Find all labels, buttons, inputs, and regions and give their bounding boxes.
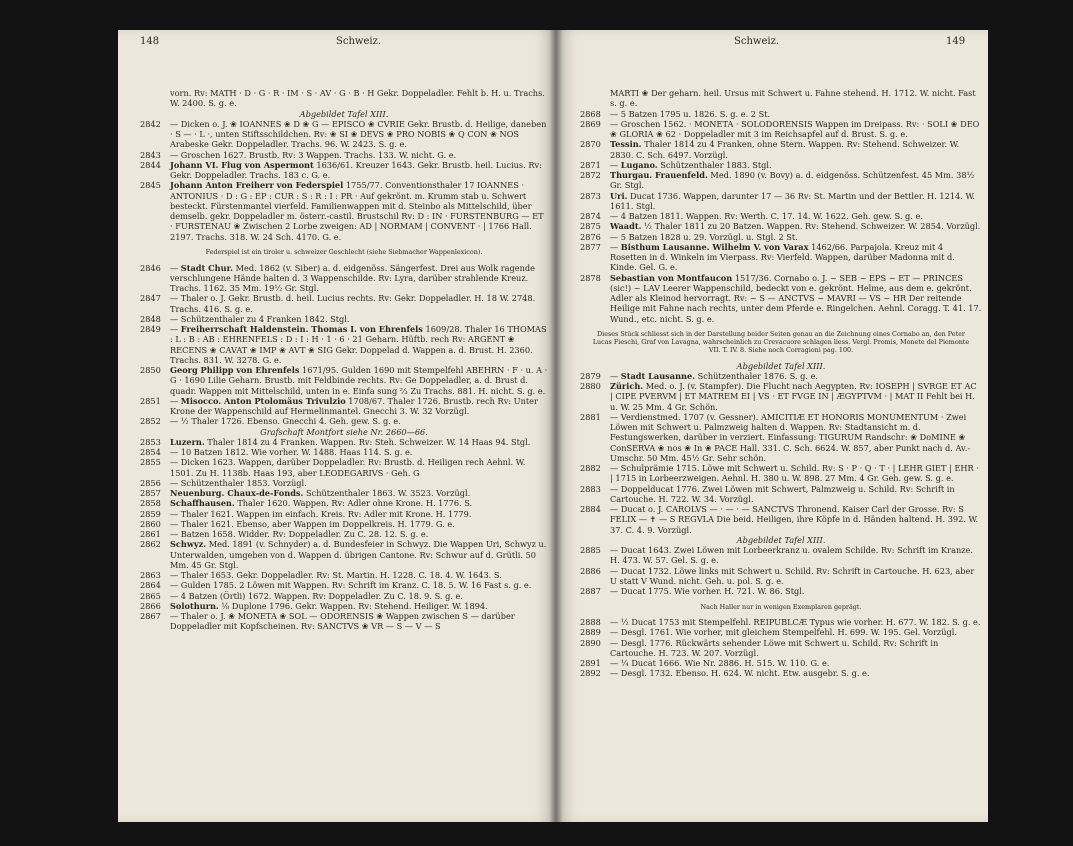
right-page (556, 30, 988, 822)
catalog-entry (140, 437, 548, 447)
entry-number: 2876 (580, 231, 601, 242)
entry-number: 2857 (140, 488, 161, 499)
catalog-entry (140, 601, 548, 611)
entry-text: — Desgl. 1761. Wie vorher, mit gleichem Stempelfehl. H. 699. W. 195. Gel. Vorzügl. (610, 627, 957, 638)
catalog-entry (580, 109, 982, 119)
entry-text: — Desgl. 1732. Ebenso. H. 624. W. nicht. Etw. ausgebr. S. g. e. (610, 668, 870, 679)
entry-text: — Groschen 1562. · MONETA · SOLODORENSIS Wappen im Dreipass. Rv: · SOLI ❀ DEO ❀ GLORIA ❀ 62 · Doppeladler mit 3 im Reichsapfel auf d. Brust. S. g. e. (610, 118, 980, 139)
entry-text: Luzern. Thaler 1814 zu 4 Franken. Wappen. Rv: Steh. Schweizer. W. 14 Haas 94. Stgl. (170, 436, 531, 447)
right-running-head: Schweiz. (734, 36, 780, 47)
catalog-entry (580, 221, 982, 231)
entry-number: 2844 (140, 159, 161, 170)
entry-number: 2875 (580, 221, 601, 232)
catalog-entry (580, 638, 982, 659)
catalog-entry (580, 232, 982, 242)
entry-text: — ¼ Ducat 1666. Wie Nr. 2886. H. 515. W. 110. G. e. (610, 658, 830, 669)
entry-text: — 4 Batzen (Örtli) 1672. Wappen. Rv: Doppeladler. Zu C. 18. 9. S. g. e. (170, 590, 463, 601)
entry-text: — Verdienstmed. 1707 (v. Gessner). AMICITIÆ ET HONORIS MONUMENTUM · Zwei Löwen mit Schwert u. Palmzweig halten d. Wappen. Rv: Stadtansicht m. d. Festungswerken, darüber in verziert. Einfassung: TIGURUM Randschr: ❀ DoMINE ❀ ConSERVA ❀ nos ❀ In ❀ PACE Hall. 331. C. Sch. 6624. W. 857, aber Punkt nach d. Av.-Umschr. 50 Mm. 45½ Gr. Sehr schön. (610, 411, 971, 463)
entry-text: Tessin. Thaler 1814 zu 4 Franken, ohne Stern. Wappen. Rv: Stehend. Schweizer. W. 2830. C. Sch. 6497. Vorzügl. (610, 139, 960, 160)
catalog-entry (580, 412, 982, 463)
entry-text: — Bisthum Lausanne. Wilhelm V. von Varax 1462/66. Parpajola. Kreuz mit 4 Rosetten in d. Winkeln im Vierpass. Rv: Vierfeld. Wappen, darüber Madonna mit d. Kinde. Gel. G. e. (610, 241, 955, 273)
entry-text: — ½ Ducat 1753 mit Stempelfehl. REIPUBLCÆ Typus wie vorher. H. 677. W. 182. S. g. e. (610, 617, 981, 628)
entry-number: 2852 (140, 416, 161, 427)
entry-number: 2889 (580, 627, 601, 638)
entry-number: 2850 (140, 365, 161, 376)
entry-text: Solothurn. ⅛ Duplone 1796. Gekr. Wappen. Rv: Stehend. Heiliger. W. 1894. (170, 600, 488, 611)
entry-text: — 5 Batzen 1795 u. 1826. S. g. e. 2 St. (610, 108, 771, 119)
catalog-entry (140, 365, 548, 396)
entry-number: 2872 (580, 170, 601, 180)
entry-number: 2845 (140, 180, 161, 191)
entry-text: — 10 Batzen 1812. Wie vorher. W. 1488. Haas 114. S. g. e. (170, 447, 413, 458)
entry-number: 2847 (140, 293, 161, 304)
entry-text: Uri. Ducat 1736. Wappen, darunter 17 — 36 Rv: St. Martin und der Bettler. H. 1214. W. 1611. Stgl. (610, 190, 976, 211)
entry-text: — Thaler 1621. Wappen im einfach. Kreis. Rv: Adler mit Krone. H. 1779. (170, 508, 472, 519)
entry-number: 2864 (140, 580, 161, 591)
entry-number: 2888 (580, 617, 601, 628)
catalog-entry (580, 371, 982, 381)
entry-number: 2856 (140, 477, 161, 488)
plate-reference: Grafschaft Montfort siehe Nr. 2660—66. (260, 426, 428, 437)
entry-text: — Misocco. Anton Ptolomäus Trivulzio 1708/67. Thaler 1726. Brustb. rech Rv: Unter Krone der Wappenschild auf Hermelinmantel. Gnecchi 3. W. 32 Vorzügl. (170, 395, 538, 417)
catalog-entry (140, 119, 548, 150)
plate-reference: Abgebildet Tafel XIII. (736, 360, 826, 371)
catalog-entry (580, 381, 982, 412)
catalog-entry (140, 488, 548, 498)
catalog-entry (140, 416, 548, 426)
entry-number: 2868 (580, 108, 601, 119)
entry-text: Johann VI. Flug von Aspermont 1636/61. Kreuzer 1643. Gekr. Brustb. heil. Lucius. Rv: Gekr. Doppeladler. Trachs. 183 c. G. e. (170, 159, 542, 180)
entry-number: 2853 (140, 436, 161, 447)
entry-number: 2867 (140, 611, 161, 622)
catalog-entry (140, 447, 548, 457)
entry-text: Johann Anton Freiherr von Federspiel 1755/77. Conventionsthaler 17 IOANNES · ANTONIUS · D : G : EP : CUR : S : R : I : PR · Auf gekrönt. m. Krumm stab u. Schwert besteckt. Fürstenmantel vierfeld. Familienwappen mit d. Steinbo als Mittelschild, über demselb. gekr. Doppeladler m. österr.-castil. Brustschil Rv: D : IN · FURSTENBURG — ET · FURSTENAU ❀ Zwischen 2 Lorbe zweigen: AD | NORMAM | CONVENT · | 1766 Hall. 2197. Trachs. 318. W. 24 Sch. 4170. G. e. (170, 180, 544, 242)
footnote: Federspiel ist ein tiroler u. schweizer Geschlecht (siehe Siebmacher Wappenlexicon). (205, 248, 483, 257)
entry-number: 2846 (140, 262, 161, 273)
catalog-entry (140, 293, 548, 314)
entry-text: vorn. Rv: MATH · D · G · R · IM · S · AV · G · B · H Gekr. Doppeladler. Fehlt b. H. u. Trachs. W. 2400. S. g. e. (170, 88, 545, 109)
entry-text: — Doppelducat 1776. Zwei Löwen mit Schwert, Palmzweig u. Schild. Rv: Schrift in Cartouche. H. 722. W. 34. Vorzügl. (610, 483, 955, 504)
entry-text: MARTI ❀ Der geharn. heil. Ursus mit Schwert u. Fahne stehend. H. 1712. W. nicht. Fast s. g. e. (610, 88, 976, 109)
catalog-entry (140, 519, 548, 529)
entry-text: — Schützenthaler zu 4 Franken 1842. Stgl. (170, 313, 350, 324)
entry-number: 2858 (140, 498, 161, 509)
catalog-entry (580, 658, 982, 668)
catalog-entry (140, 529, 548, 539)
entry-text: — Ducat 1775. Wie vorher. H. 721. W. 86. Stgl. (610, 586, 805, 597)
entry-number: 2874 (580, 211, 601, 221)
entry-text: Zürich. Med. o. J. (v. Stampfer). Die Flucht nach Aegypten. Rv: IOSEPH | SVRGE ET AC | CIPE PVERVM | ET MATREM EI | VS · ET FVGE IN | ÆGYPTVM · | MAT II Fehlt bei H. u. W. 25 Mm. 4 Gr. Schön. (610, 381, 977, 412)
left-page (118, 30, 556, 822)
entry-text: Sebastian von Montfaucon 1517/36. Cornabo o. J. ~ SEB ~ EPS ~ ET — PRINCES (sic!) ~ LAV Leerer Wappenschild, bedeckt von e. gekrönt. Helme, aus dem e. gekrönt. Adler als Kleinod hervorragt. Rv: ~ S — ANCTVS ~ MAVRI — VS ~ HR Der reitende Heilige mit Fahne nach rechts, unter dem Pferde e. Ringelchen. Aehnl. Coragg. T. 41. 17. Wund., etc. nicht. S. g. e. (610, 272, 982, 324)
left-running-head: Schweiz. (336, 36, 382, 47)
entry-number: 2883 (580, 483, 601, 494)
catalog-entry (140, 611, 548, 632)
entry-number: 2870 (580, 139, 601, 150)
entry-text: — Stadt Lausanne. Schützenthaler 1876. S. g. e. (610, 370, 819, 381)
entry-text: Schaffhausen. Thaler 1620. Wappen. Rv: Adler ohne Krone. H. 1776. S. (170, 498, 473, 509)
entry-number: 2887 (580, 586, 601, 597)
entry-number: 2881 (580, 411, 601, 422)
entry-number: 2861 (140, 529, 161, 540)
entry-text: — Dicken o. J. ❀ IOANNES ❀ D ❀ G — EPISCO ❀ CVRIE Gekr. Brustb. d. Heilige, daneben · S — · L ·, unten Stiftsschildchen. Rv: ❀ SI ❀ DEVS ❀ PRO NOBIS ❀ Q CON ❀ NOS Arabeske Gekr. Doppeladler. Trachs. 96. W. 2423. S. g. e. (170, 118, 547, 150)
catalog-entry (580, 484, 982, 505)
entry-text: — Stadt Chur. Med. 1862 (v. Siber) a. d. eidgenöss. Sängerfest. Drei aus Wolk ragende verschlungene Hände halten d. 3 Wappenschilde. Rv: Lyra, darüber strahlende Kreuz. Trachs. 1162. 35 Mm. 19½ Gr. Stgl. (170, 262, 535, 294)
catalog-entry (580, 668, 982, 678)
entry-number: 2869 (580, 118, 601, 129)
entry-number: 2886 (580, 565, 601, 576)
catalog-entry (140, 150, 548, 160)
entry-number: 2866 (140, 600, 161, 611)
entry-text: — Ducat 1732. Löwe links mit Schwert u. Schild. Rv: Schrift in Cartouche. H. 623, aber U statt V Wund. nicht. Geh. u. pol. S. g. e. (610, 565, 975, 586)
left-page-content (140, 88, 548, 632)
entry-text: — Gulden 1785. 2 Löwen mit Wappen. Rv: Schrift im Kranz. C. 18. 5. W. 16 Fast s. g. e. (170, 580, 532, 591)
entry-text: — Freiherrschaft Haldenstein. Thomas I. von Ehrenfels 1609/28. Thaler 16 THOMAS : L : B : AB : EHRENFELS : D : I : H · 1 · 6 · 21 Geharn. Hüftb. rech Rv: ARGENT ❀ RECENS ❀ CAVAT ❀ IMP ❀ AVT ❀ SIG Gekr. Doppelad d. Wappen a. d. Brust. H. 2360. Trachs. 831. W. 3278. G. e. (170, 324, 547, 365)
entry-text: — Dicken 1623. Wappen, darüber Doppeladler. Rv: Brustb. d. Heiligen rech Aehnl. W. 1501. Zu H. 1138b. Haas 193, aber LEODEGARIVS · Geh. G (170, 457, 526, 478)
entry-number: 2882 (580, 463, 601, 474)
catalog-entry (140, 180, 548, 242)
catalog-entry (140, 509, 548, 519)
left-page-number: 148 (140, 36, 160, 47)
catalog-entry (580, 586, 982, 596)
catalog-entry (140, 314, 548, 324)
catalog-entry (580, 88, 982, 109)
catalog-entry (580, 463, 982, 484)
entry-number: 2873 (580, 190, 601, 201)
entry-number: 2890 (580, 637, 601, 648)
plate-reference: Abgebildet Tafel XIII. (299, 108, 389, 119)
catalog-entry (580, 170, 982, 191)
catalog-entry (140, 539, 548, 570)
entry-text: Schwyz. Med. 1891 (v. Schnyder) a. d. Bundesfeier in Schwyz. Die Wappen Uri, Schwyz u. Unterwalden, umgeben von d. Wappen d. übrigen Cantone. Rv: Schwur auf d. Grütli. 50 Mm. 45 Gr. Stgl. (170, 539, 547, 570)
entry-text: Neuenburg. Chaux-de-Fonds. Schützenthaler 1863. W. 3523. Vorzügl. (170, 488, 471, 499)
catalog-entry (580, 160, 982, 170)
entry-text: — ½ Thaler 1726. Ebenso. Gnecchi 4. Geh. gew. S. g. e. (170, 416, 401, 427)
catalog-entry (140, 580, 548, 590)
catalog-entry (140, 396, 548, 417)
catalog-entry (580, 273, 982, 324)
catalog-entry (140, 88, 548, 109)
entry-text: — Thaler o. J. Gekr. Brustb. d. heil. Lucius rechts. Rv: Gekr. Doppeladler. H. 18 W. 2748. Trachs. 416. S. g. e. (170, 293, 536, 314)
entry-text: — Schulprämie 1715. Löwe mit Schwert u. Schild. Rv: S · P · Q · T · | LEHR GIET | EHR · | 1715 in Lorbeerzweigen. Aehnl. H. 380 u. W. 898. 27 Mm. 4 Gr. Geh. gew. S. g. e. (610, 463, 979, 484)
footnote: Dieses Stück schliesst sich in der Darstellung beider Seiten genau an die Zeichnung eines Cornabo an, den Peter Lucas Fieschi, Graf von Lavagna, wahrscheinlich zu Crevacuore schlagen liess. Vergl. Promis, Monete del Piemonte VII. T. IV. 8. Siehe noch Corragioni pag. 100. (592, 330, 970, 355)
entry-text: — Lugano. Schützenthaler 1883. Stgl. (610, 159, 772, 170)
entry-text: — Desgl. 1776. Rückwärts sehender Löwe mit Schwert u. Schild. Rv: Schrift in Cartouche. H. 723. W. 207. Vorzügl. (610, 637, 939, 658)
entry-text: — Thaler 1621. Ebenso, aber Wappen im Doppelkreis. H. 1779. G. e. (170, 518, 455, 529)
entry-number: 2860 (140, 518, 161, 529)
entry-number: 2878 (580, 272, 601, 283)
catalog-entry (140, 570, 548, 580)
entry-text: — Ducat 1643. Zwei Löwen mit Lorbeerkranz u. ovalem Schilde. Rv: Schrift im Kranze. H. 473. W. 57. Gel. S. g. e. (610, 545, 973, 566)
entry-text: — Schützenthaler 1853. Vorzügl. (170, 477, 307, 488)
entry-number: 2877 (580, 241, 601, 252)
catalog-entry (580, 139, 982, 160)
catalog-entry (140, 263, 548, 294)
entry-number: 2859 (140, 508, 161, 519)
entry-number: 2865 (140, 590, 161, 601)
entry-number: 2880 (580, 381, 601, 392)
catalog-entry (140, 591, 548, 601)
catalog-entry (580, 545, 982, 566)
catalog-entry (140, 478, 548, 488)
entry-number: 2854 (140, 447, 161, 458)
book-gutter (549, 30, 563, 822)
entry-text: — Ducat o. J. CAROLVS — · — · — SANCTVS Thronend. Kaiser Carl der Grosse. Rv: S FELIX — ✝ — S REGVLA Die beid. Heiligen, ihre Köpfe in d. Händen haltend. H. 392. W. 37. C. 4. 9. Vorzügl. (610, 504, 979, 535)
entry-number: 2843 (140, 149, 161, 160)
entry-number: 2885 (580, 545, 601, 556)
catalog-entry (580, 617, 982, 627)
catalog-entry (140, 160, 548, 181)
entry-text: — 5 Batzen 1828 u. 29. Vorzügl. u. Stgl. 2 St. (610, 231, 798, 242)
entry-text: Georg Philipp von Ehrenfels 1671/95. Gulden 1690 mit Stempelfehl ABEHRN · F · u. A · G · 1690 Lilie Geharn. Brustb. mit Feldbinde rechts. Rv: Ge Doppeladler, a. d. Brust d. quadr. Wappen mit Mittelschild, unten in e. Einfa sung ⅔ Zu Trachs. 881. H. nicht. S. g. e. (170, 365, 548, 396)
plate-reference: Abgebildet Tafel XIII. (736, 534, 826, 545)
entry-text: — Thaler 1653. Gekr. Doppeladler. Rv: St. Martin. H. 1228. C. 18. 4. W. 1643. S. (170, 570, 502, 581)
catalog-entry (140, 324, 548, 365)
entry-number: 2849 (140, 324, 161, 335)
right-page-number: 149 (946, 36, 966, 47)
entry-number: 2884 (580, 504, 601, 515)
catalog-entry (140, 498, 548, 508)
entry-number: 2892 (580, 668, 601, 679)
catalog-entry (580, 566, 982, 587)
catalog-entry (580, 242, 982, 273)
entry-number: 2842 (140, 118, 161, 129)
entry-number: 2862 (140, 539, 161, 550)
catalog-entry (580, 191, 982, 212)
catalog-entry (580, 504, 982, 535)
entry-number: 2871 (580, 159, 601, 170)
entry-text: Waadt. ½ Thaler 1811 zu 20 Batzen. Wappen. Rv: Stehend. Schweizer. W. 2854. Vorzügl. (610, 221, 981, 232)
entry-number: 2855 (140, 457, 161, 468)
catalog-entry (580, 211, 982, 221)
catalog-entry (580, 119, 982, 140)
entry-text: — Batzen 1658. Widder. Rv: Doppeladler. Zu C. 28. 12. S. g. e. (170, 529, 429, 540)
entry-number: 2891 (580, 658, 601, 669)
right-page-content (580, 88, 982, 679)
entry-text: — Groschen 1627. Brustb. Rv: 3 Wappen. Trachs. 133. W. nicht. G. e. (170, 149, 457, 160)
entry-number: 2848 (140, 313, 161, 324)
catalog-entry (140, 457, 548, 478)
footnote: Nach Haller nur in wenigen Exemplaren geprägt. (700, 602, 862, 611)
entry-number: 2863 (140, 570, 161, 581)
entry-text: — 4 Batzen 1811. Wappen. Rv: Werth. C. 17. 14. W. 1622. Geh. gew. S. g. e. (610, 211, 923, 221)
catalog-entry (580, 627, 982, 637)
entry-text: — Thaler o. J. ❀ MONETA ❀ SOL — ODORENSIS ❀ Wappen zwischen S — darüber Doppeladler mit Kopfscheinen. Rv: SANCTVS ❀ VR — S — V — S (170, 611, 515, 632)
entry-number: 2879 (580, 370, 601, 381)
entry-text: Thurgau. Frauenfeld. Med. 1890 (v. Bovy) a. d. eidgenöss. Schützenfest. 45 Mm. 38½ Gr. Stgl. (610, 170, 975, 191)
entry-number: 2851 (140, 395, 161, 406)
